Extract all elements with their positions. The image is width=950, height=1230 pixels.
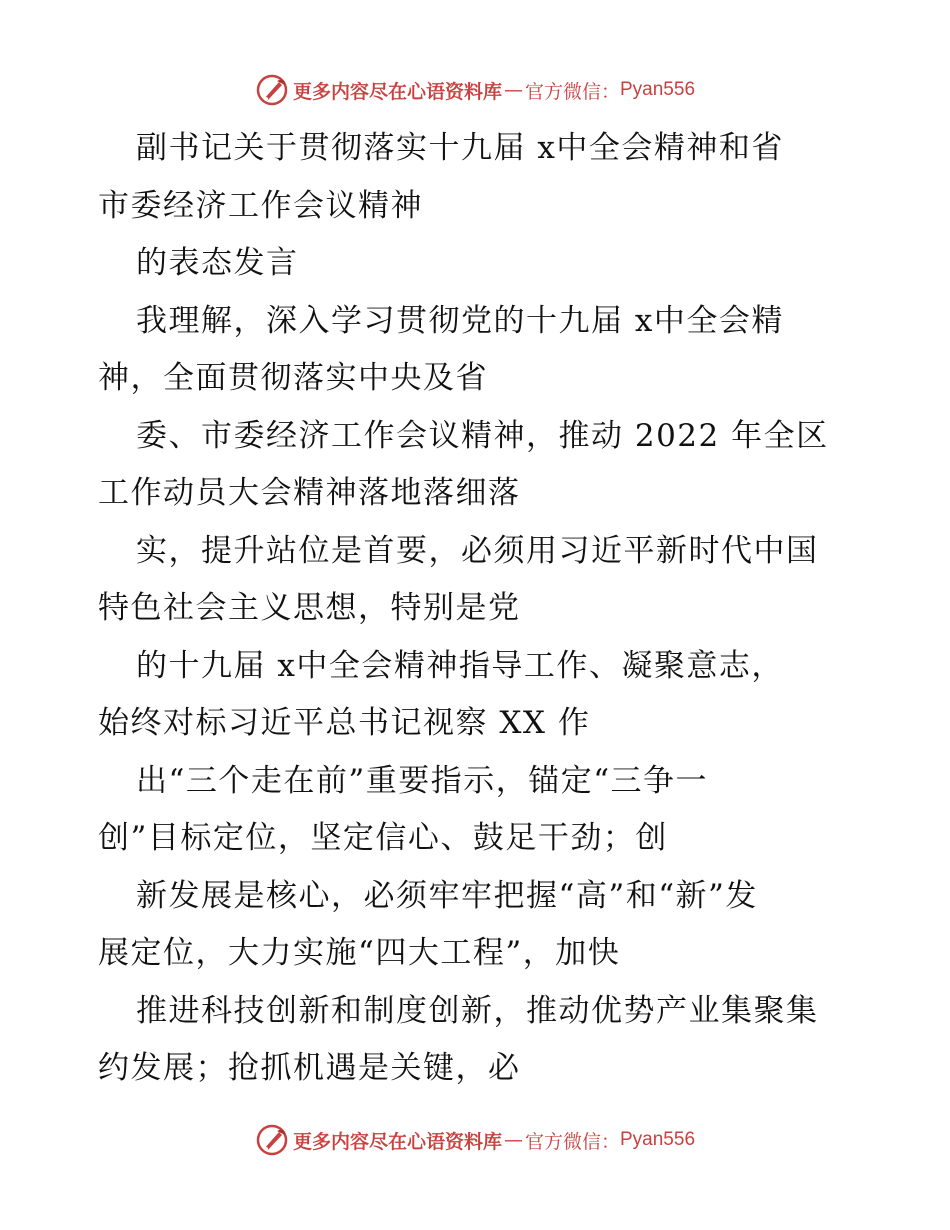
quill-pen-icon xyxy=(255,1123,289,1157)
text-line: 展定位，大力实施“四大工程”，加快 xyxy=(98,935,621,971)
banner-official-label: 官方微信： xyxy=(524,80,620,103)
text-line: 约发展；抢抓机遇是关键，必 xyxy=(98,1050,521,1086)
header-banner xyxy=(0,72,950,108)
text-line: 推进科技创新和制度创新，推动优势产业集聚集 xyxy=(136,992,819,1029)
banner-official-label: 官方微信： xyxy=(524,1130,620,1153)
text-line: 始终对标习近平总书记视察 XX 作 xyxy=(98,705,591,741)
banner-separator: — xyxy=(503,1129,523,1151)
text-line: 特色社会主义思想，特别是党 xyxy=(98,590,521,626)
banner-wechat-id: Pyan556 xyxy=(620,1129,696,1150)
text-line: 市委经济工作会议精神 xyxy=(98,187,423,224)
text-line: 新发展是核心，必须牢牢把握“高”和“新”发 xyxy=(136,877,758,914)
text-line: 委、市委经济工作会议精神，推动 2022 年全区 xyxy=(136,417,829,454)
text-line: 工作动员大会精神落地落细落 xyxy=(98,475,521,511)
footer-banner xyxy=(0,1122,950,1158)
text-line: 我理解，深入学习贯彻党的十九届 x中全会精 xyxy=(136,302,784,339)
text-line: 的表态发言 xyxy=(136,245,299,281)
text-line: 副书记关于贯彻落实十九届 x中全会精神和省 xyxy=(136,130,784,166)
banner-separator: — xyxy=(503,79,523,101)
text-line: 出“三个走在前”重要指示，锚定“三争一 xyxy=(136,762,709,799)
quill-pen-icon xyxy=(255,73,289,107)
text-line: 实，提升站位是首要，必须用习近平新时代中国 xyxy=(136,532,819,569)
banner-brand-text: 更多内容尽在心语资料库 xyxy=(292,1130,502,1153)
document-body xyxy=(98,120,858,1098)
banner-wechat-id: Pyan556 xyxy=(620,79,696,100)
text-line: 神，全面贯彻落实中央及省 xyxy=(98,360,488,396)
text-line: 创”目标定位，坚定信心、鼓足干劲；创 xyxy=(98,820,668,856)
banner-brand-text: 更多内容尽在心语资料库 xyxy=(292,80,502,103)
text-line: 的十九届 x中全会精神指导工作、凝聚意志， xyxy=(136,647,784,684)
